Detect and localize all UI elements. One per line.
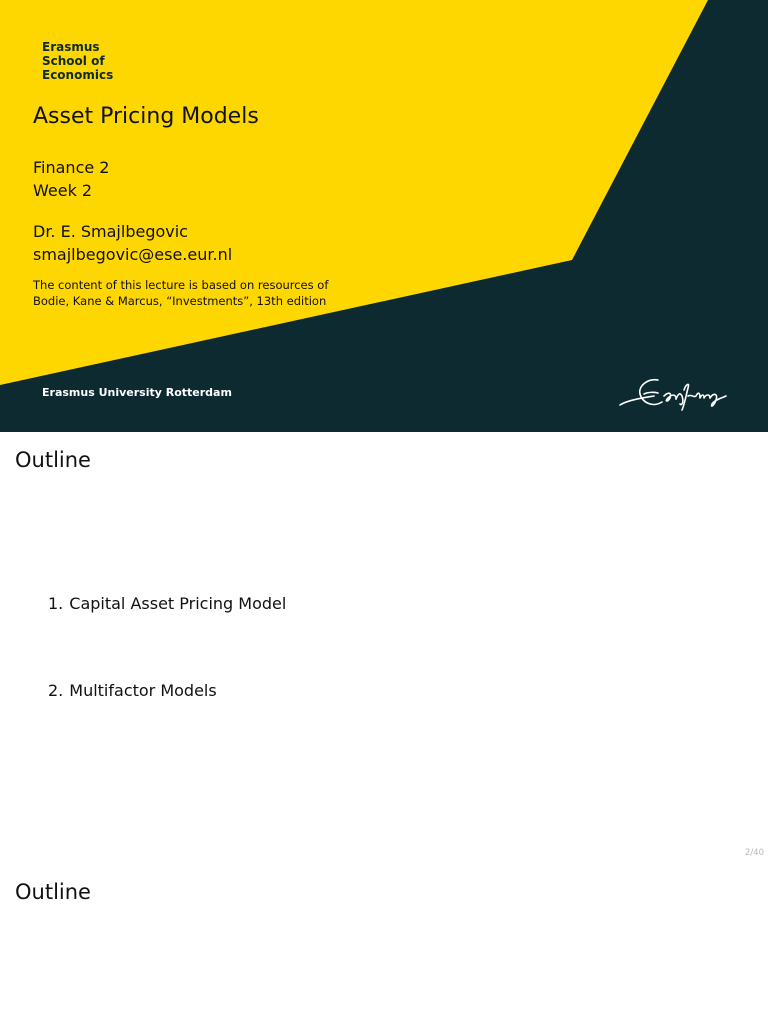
university-name: Erasmus University Rotterdam (42, 386, 232, 399)
outline-item-label: Multifactor Models (69, 681, 217, 700)
outline-slide (0, 432, 768, 864)
outline-item (48, 594, 286, 681)
outline-list (48, 594, 286, 768)
slide-heading: Outline (15, 880, 91, 904)
erasmus-signature-logo (618, 372, 730, 414)
outline-item-number: 2. (48, 681, 64, 700)
page-number: 2/40 (744, 848, 764, 858)
title-slide (0, 0, 768, 432)
presentation-title: Asset Pricing Models (33, 104, 259, 129)
course-name: Finance 2 (33, 158, 110, 177)
outline-item-number: 1. (48, 594, 64, 613)
author-email: smajlbegovic@ese.eur.nl (33, 245, 233, 264)
outline-item (48, 681, 286, 768)
credit-note (33, 277, 328, 309)
course-info (33, 156, 109, 202)
author-name: Dr. E. Smajlbegovic (33, 222, 188, 241)
credit-line: Bodie, Kane & Marcus, “Investments”, 13th edition (33, 294, 327, 308)
next-slide (0, 864, 768, 1024)
school-logo-line: Erasmus (42, 40, 100, 54)
school-logo-line: School of (42, 54, 105, 68)
slide-heading: Outline (15, 448, 91, 472)
course-week: Week 2 (33, 181, 93, 200)
outline-item-label: Capital Asset Pricing Model (69, 594, 287, 613)
credit-line: The content of this lecture is based on resources of (33, 278, 329, 292)
school-logo-line: Economics (42, 68, 114, 82)
slide-background (0, 0, 768, 432)
school-logo (42, 40, 113, 82)
author-info (33, 220, 232, 266)
